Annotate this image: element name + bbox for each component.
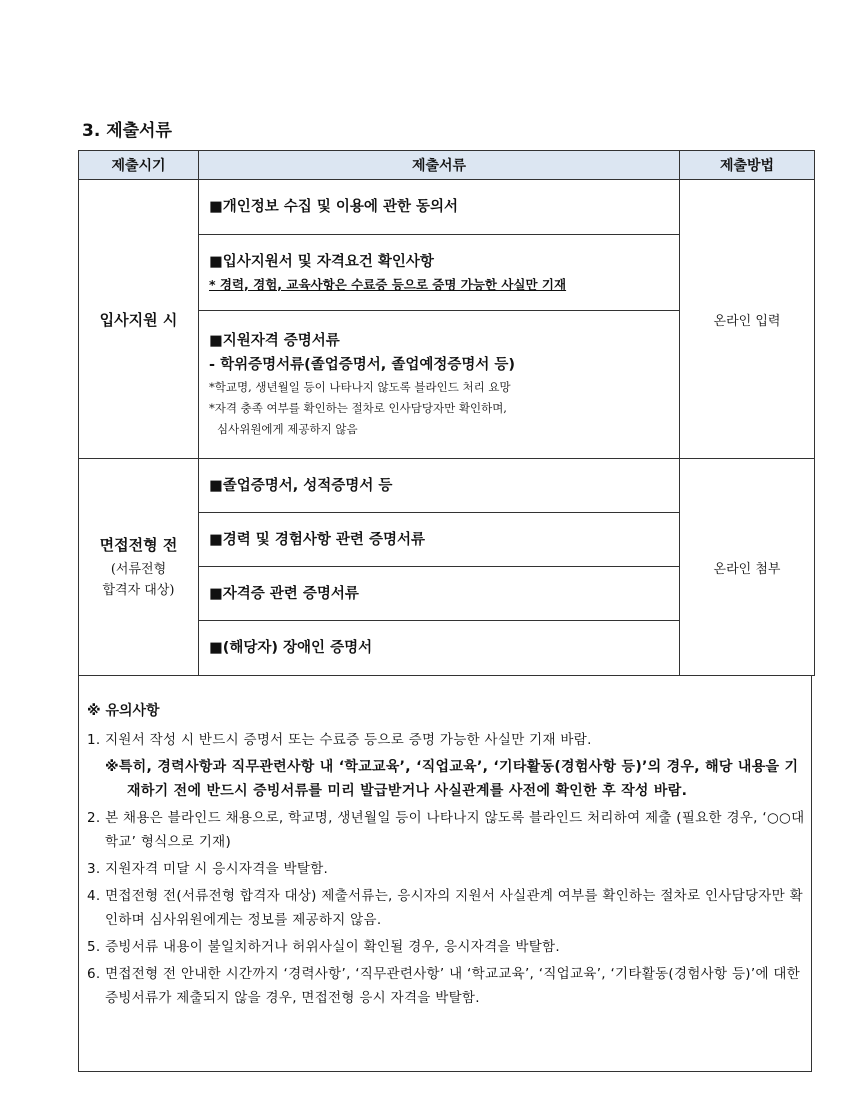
timing-application <box>79 180 199 459</box>
doc-small-note: *자격 충족 여부를 확인하는 절차로 인사담당자만 확인하며, <box>209 401 507 415</box>
timing-label: 입사지원 시 <box>99 310 178 329</box>
doc-title: ■자격증 관련 증명서류 <box>209 585 359 602</box>
table-header-row <box>79 151 815 180</box>
header-timing: 제출시기 <box>79 151 199 180</box>
notes-box <box>78 676 812 1072</box>
note-item: 6. 면접전형 전 안내한 시간까지 ‘경력사항’, ‘직무관련사항’ 내 ‘학교교육’, ‘직업교육’, ‘기타활동(경험사항 등)’에 대한 증빙서류가 제출되지 않을 경우, 면접전형 응시 자격을 박탈함. <box>87 966 801 1006</box>
notes-title: ※ 유의사항 <box>87 703 160 719</box>
table-row <box>79 459 815 513</box>
doc-consent <box>199 180 680 235</box>
doc-certificate <box>199 567 680 621</box>
doc-title: ■경력 및 경험사항 관련 증명서류 <box>209 531 425 548</box>
submission-table <box>78 150 815 676</box>
doc-title: ■개인정보 수집 및 이용에 관한 동의서 <box>209 199 459 215</box>
method-online-input <box>680 180 815 459</box>
doc-graduation <box>199 459 680 513</box>
note-item: 1. 지원서 작성 시 반드시 증명서 또는 수료증 등으로 증명 가능한 사실만 기재 바람. <box>87 732 592 748</box>
doc-title: ■(해당자) 장애인 증명서 <box>209 640 373 656</box>
section-title: 3. 제출서류 <box>82 121 172 141</box>
doc-title: ■졸업증명서, 성적증명서 등 <box>209 477 393 494</box>
doc-note: * 경력, 경험, 교육사항은 수료증 등으로 증명 가능한 사실만 기재 <box>209 276 567 292</box>
note-emphasis: ※특히, 경력사항과 직무관련사항 내 ‘학교교육’, ‘직업교육’, ‘기타활동(경험사항 등)’의 경우, 해당 내용을 기재하기 전에 반드시 증빙서류를 미리 발급받거나 사실관계를 사전에 확인한 후 작성 바람. <box>105 759 799 799</box>
note-item: 5. 증빙서류 내용이 불일치하거나 허위사실이 확인될 경우, 응시자격을 박탈함. <box>87 939 560 955</box>
note-item: 4. 면접전형 전(서류전형 합격자 대상) 제출서류는, 응시자의 지원서 사실관계 여부를 확인하는 절차로 인사담당자만 확인하며 심사위원에게는 정보를 제공하지 않음. <box>87 888 803 928</box>
doc-small-note: *학교명, 생년월일 등이 나타나지 않도록 블라인드 처리 요망 <box>209 380 511 394</box>
doc-subtitle: - 학위증명서류(졸업증명서, 졸업예정증명서 등) <box>209 357 516 373</box>
timing-label: 면접전형 전 <box>99 535 178 554</box>
doc-title: ■지원자격 증명서류 <box>209 333 340 349</box>
doc-title: ■입사지원서 및 자격요건 확인사항 <box>209 253 434 270</box>
header-method: 제출방법 <box>680 151 815 180</box>
table-row <box>79 180 815 235</box>
method-online-attach <box>680 459 815 676</box>
doc-small-note: 심사위원에게 제공하지 않음 <box>217 422 358 436</box>
timing-sublabel: (서류전형 <box>110 561 167 577</box>
method-label: 온라인 입력 <box>713 313 781 329</box>
doc-application-form <box>199 235 680 311</box>
timing-interview <box>79 459 199 676</box>
header-documents: 제출서류 <box>199 151 680 180</box>
doc-qualification-proof <box>199 311 680 459</box>
doc-disability <box>199 621 680 676</box>
method-label: 온라인 첨부 <box>713 561 781 577</box>
timing-sublabel: 합격자 대상) <box>102 582 175 598</box>
note-item: 2. 본 채용은 블라인드 채용으로, 학교명, 생년월일 등이 나타나지 않도록 블라인드 처리하여 제출 (필요한 경우, ‘○○대학교’ 형식으로 기재) <box>87 810 805 850</box>
doc-experience <box>199 513 680 567</box>
note-item: 3. 지원자격 미달 시 응시자격을 박탈함. <box>87 861 329 877</box>
